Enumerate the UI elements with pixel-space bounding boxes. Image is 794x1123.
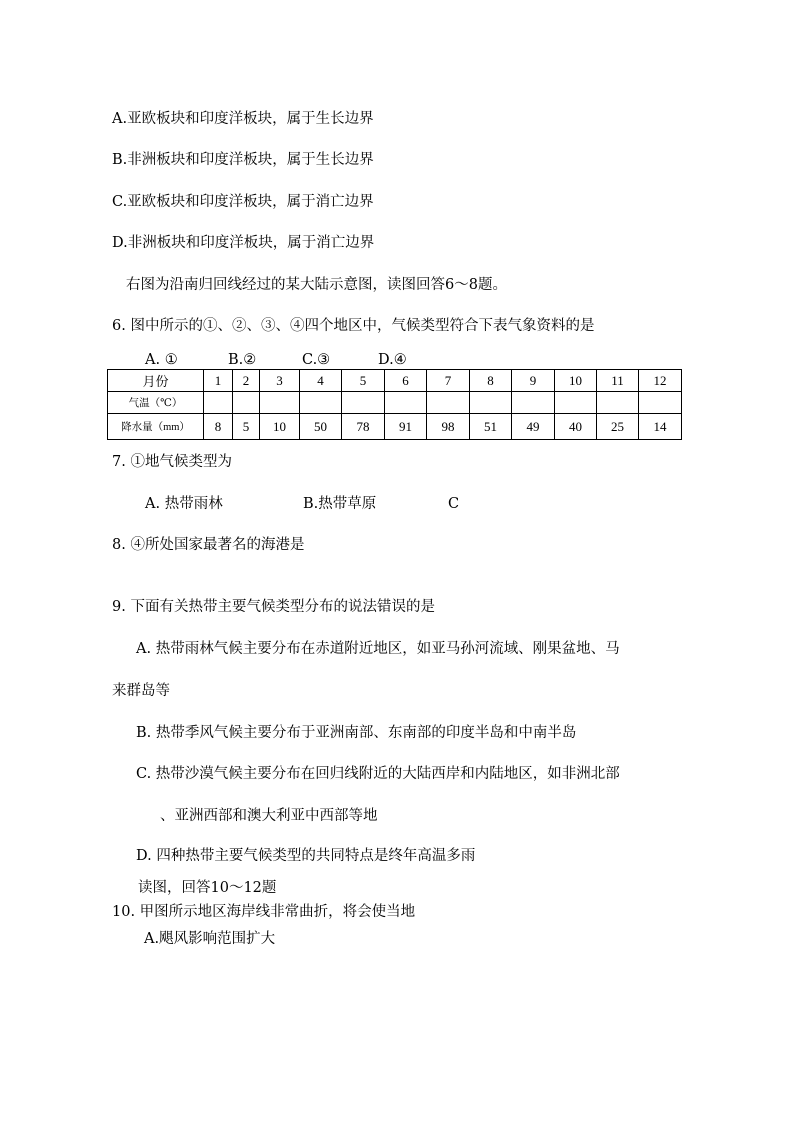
intro-questions-10-12: 读图，回答10～12题 xyxy=(138,880,277,896)
table-month-cell: 7 xyxy=(427,370,470,392)
table-month-cell: 9 xyxy=(512,370,555,392)
climate-table xyxy=(107,369,682,440)
table-precipitation-cell: 25 xyxy=(597,414,639,440)
q10-stem: 10. 甲图所示地区海岸线非常曲折，将会使当地 xyxy=(112,904,416,920)
q9-option-c-line1: C. 热带沙漠气候主要分布在回归线附近的大陆西岸和内陆地区，如非洲北部 xyxy=(136,766,620,782)
table-temperature-cell xyxy=(427,392,470,414)
table-temperature-cell xyxy=(470,392,512,414)
table-temperature-label: 气温（℃） xyxy=(108,392,204,414)
q9-option-a-line1: A. 热带雨林气候主要分布在赤道附近地区，如亚马孙河流域、刚果盆地、马 xyxy=(136,641,620,657)
table-temperature-cell xyxy=(233,392,260,414)
table-precipitation-row xyxy=(108,414,682,440)
table-precipitation-cell: 78 xyxy=(342,414,385,440)
table-temperature-cell xyxy=(204,392,233,414)
q5-option-c: C.亚欧板块和印度洋板块，属于消亡边界 xyxy=(112,194,374,210)
q8-stem: 8. ④所处国家最著名的海港是 xyxy=(112,537,305,553)
table-precipitation-cell: 5 xyxy=(233,414,260,440)
table-month-cell: 11 xyxy=(597,370,639,392)
table-precipitation-cell: 51 xyxy=(470,414,512,440)
table-month-cell: 2 xyxy=(233,370,260,392)
table-temperature-cell xyxy=(597,392,639,414)
q6-option-d: D.④ xyxy=(378,352,407,368)
table-temperature-row xyxy=(108,392,682,414)
q9-option-b: B. 热带季风气候主要分布于亚洲南部、东南部的印度半岛和中南半岛 xyxy=(136,725,577,741)
intro-questions-6-8: 右图为沿南归回线经过的某大陆示意图，读图回答6～8题。 xyxy=(126,277,507,293)
table-temperature-cell xyxy=(385,392,427,414)
q9-option-a-line2: 来群岛等 xyxy=(112,683,170,699)
table-temperature-cell xyxy=(260,392,300,414)
q5-option-a: A.亚欧板块和印度洋板块，属于生长边界 xyxy=(112,111,374,127)
table-temperature-cell xyxy=(300,392,342,414)
table-precipitation-cell: 14 xyxy=(639,414,682,440)
q7-stem: 7. ①地气候类型为 xyxy=(112,454,232,470)
q6-option-b: B.② xyxy=(228,352,257,368)
q7-option-c: C xyxy=(448,496,460,512)
table-precipitation-cell: 91 xyxy=(385,414,427,440)
table-precipitation-label: 降水量（mm） xyxy=(108,414,204,440)
table-precipitation-cell: 10 xyxy=(260,414,300,440)
table-header-label: 月份 xyxy=(108,370,204,392)
table-month-cell: 10 xyxy=(555,370,597,392)
q5-option-b: B.非洲板块和印度洋板块，属于生长边界 xyxy=(112,152,374,168)
q6-option-c: C.③ xyxy=(302,352,331,368)
table-month-cell: 4 xyxy=(300,370,342,392)
table-temperature-cell xyxy=(342,392,385,414)
q10-option-a: A.飓风影响范围扩大 xyxy=(144,931,276,947)
q6-option-a: A. ① xyxy=(145,352,178,368)
q7-option-b: B.热带草原 xyxy=(303,496,377,512)
q9-option-c-line2: 、亚洲西部和澳大利亚中西部等地 xyxy=(160,808,378,824)
table-temperature-cell xyxy=(555,392,597,414)
table-temperature-cell xyxy=(639,392,682,414)
table-month-cell: 5 xyxy=(342,370,385,392)
table-temperature-cell xyxy=(512,392,555,414)
q6-stem: 6. 图中所示的①、②、③、④四个地区中，气候类型符合下表气象资料的是 xyxy=(112,318,595,334)
q7-option-a: A. 热带雨林 xyxy=(145,496,223,512)
table-month-cell: 8 xyxy=(470,370,512,392)
table-precipitation-cell: 98 xyxy=(427,414,470,440)
table-precipitation-cell: 49 xyxy=(512,414,555,440)
q9-stem: 9. 下面有关热带主要气候类型分布的说法错误的是 xyxy=(112,599,435,615)
q5-option-d: D.非洲板块和印度洋板块，属于消亡边界 xyxy=(112,235,375,251)
table-precipitation-cell: 40 xyxy=(555,414,597,440)
table-month-cell: 12 xyxy=(639,370,682,392)
table-header-row xyxy=(108,370,682,392)
q9-option-d: D. 四种热带主要气候类型的共同特点是终年高温多雨 xyxy=(136,848,476,864)
table-month-cell: 3 xyxy=(260,370,300,392)
table-precipitation-cell: 8 xyxy=(204,414,233,440)
table-month-cell: 1 xyxy=(204,370,233,392)
table-precipitation-cell: 50 xyxy=(300,414,342,440)
table-month-cell: 6 xyxy=(385,370,427,392)
